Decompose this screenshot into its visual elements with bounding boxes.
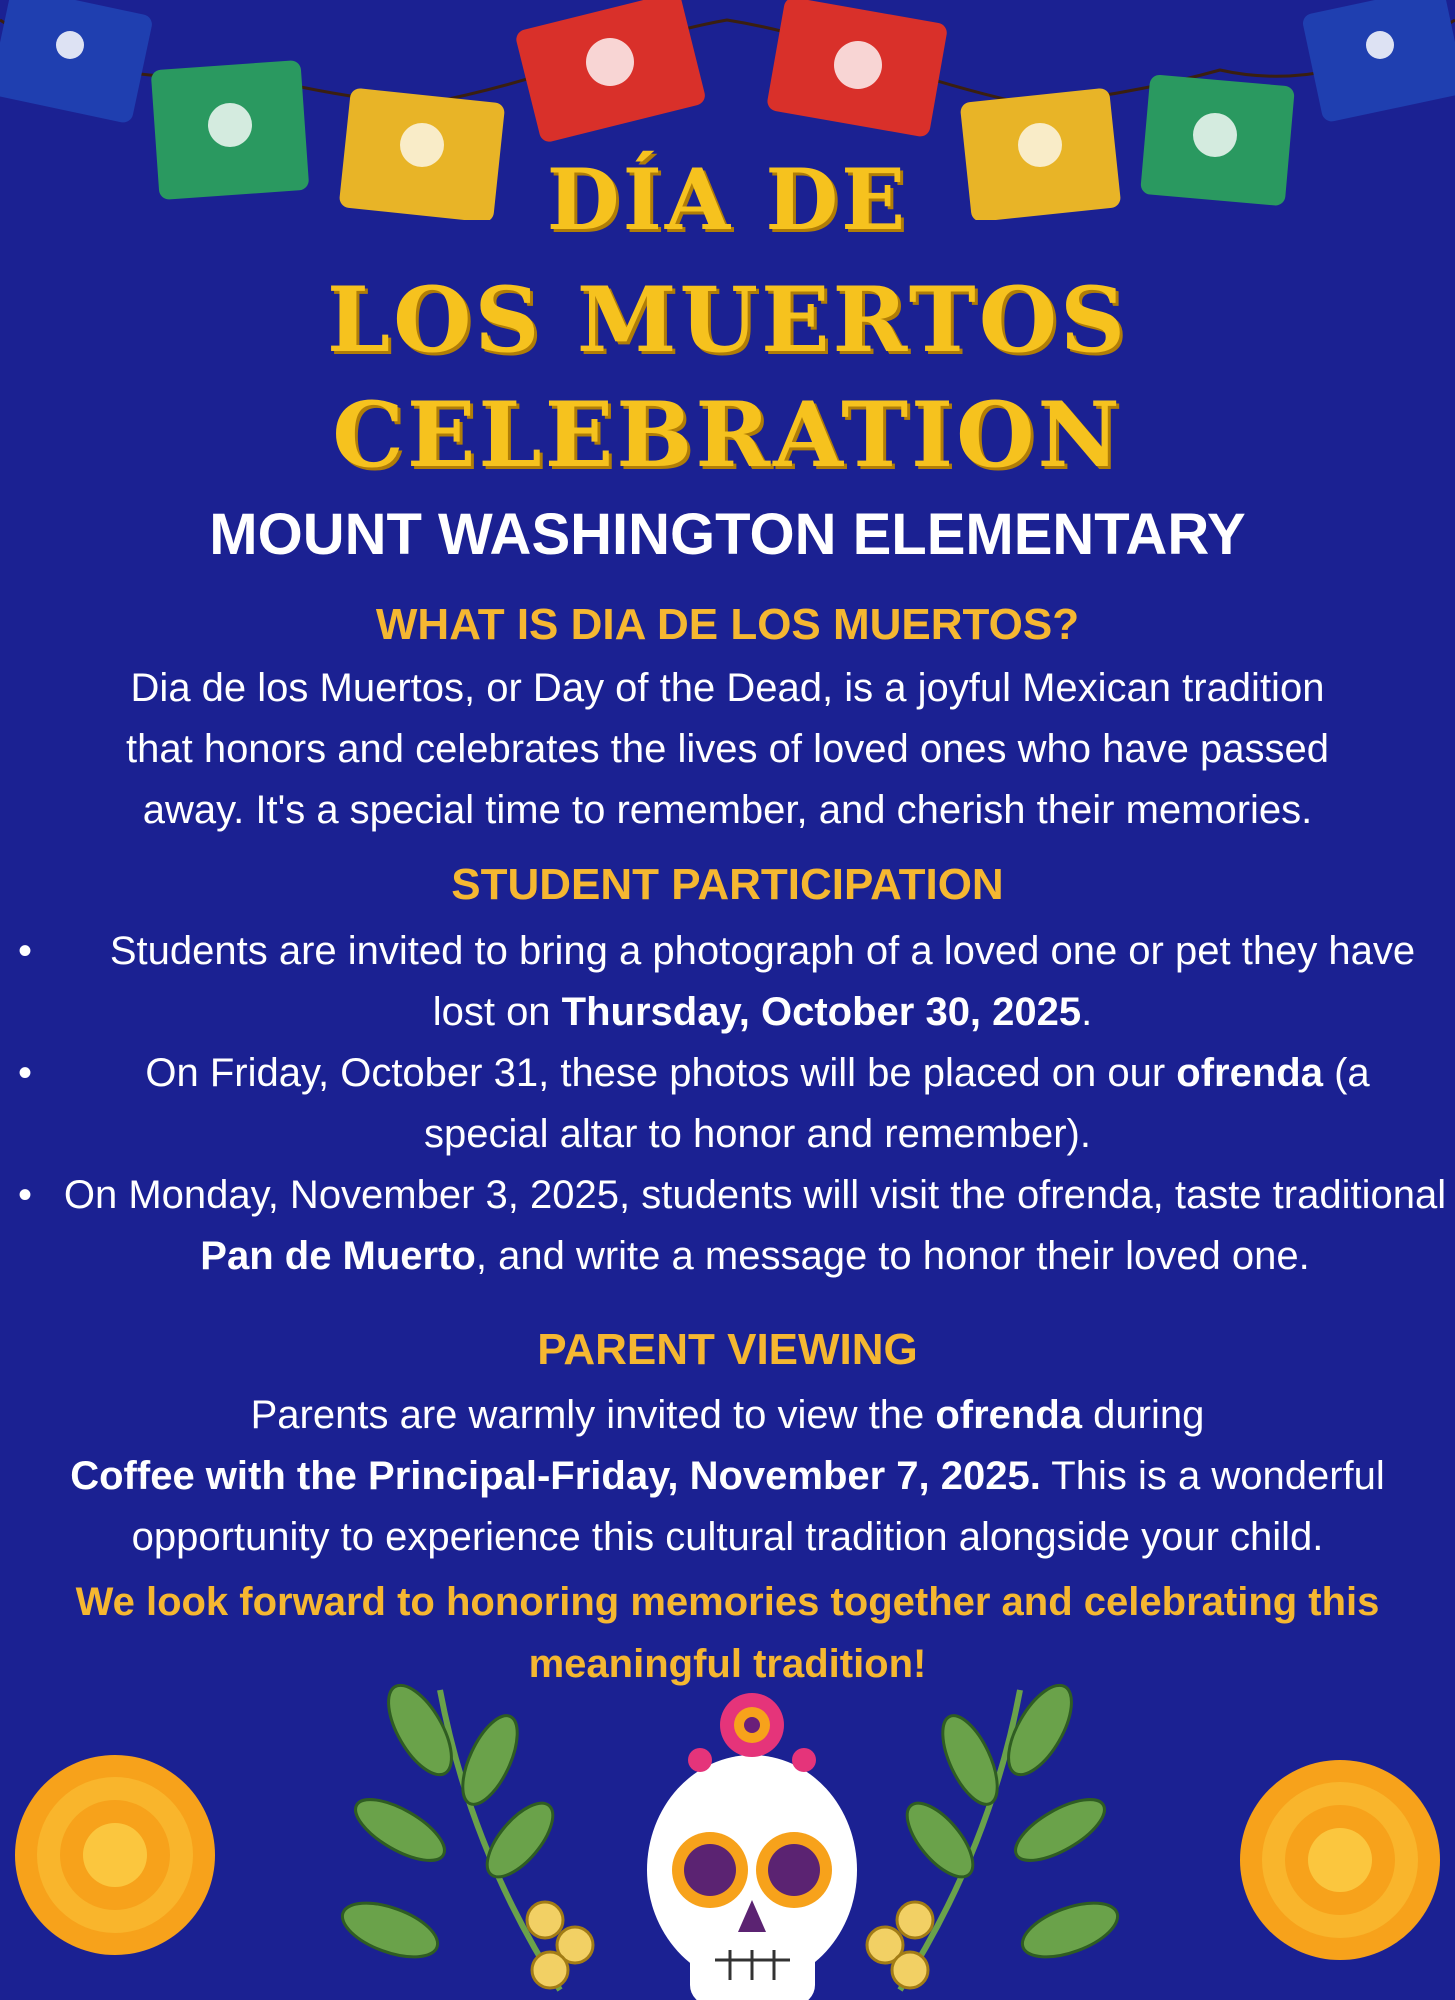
flag-blue-right <box>1301 0 1455 123</box>
leaf-branch-right-icon <box>896 1676 1125 1990</box>
bullet-1-date: Thursday, October 30, 2025 <box>561 990 1082 1034</box>
what-is-line-2: that honors and celebrates the lives of loved ones who have passed <box>125 727 1329 771</box>
what-is-line-1: Dia de los Muertos, or Day of the Dead, is a joyful Mexican tradition <box>130 666 1325 710</box>
bullet-2-end: (a special altar to honor and remember). <box>424 1051 1370 1156</box>
participation-list <box>0 921 1455 1287</box>
title-line-3: CELEBRATION <box>332 382 1123 488</box>
parent-line-3: opportunity to experience this cultural tradition alongside your child. <box>131 1515 1324 1559</box>
sugar-skull-icon <box>647 1693 857 2000</box>
bullet-icon: • <box>18 1173 33 1217</box>
what-is-heading: WHAT IS DIA DE LOS MUERTOS? <box>375 600 1080 649</box>
marigold-right-icon <box>1240 1760 1440 1960</box>
participation-heading: STUDENT PARTICIPATION <box>451 860 1004 909</box>
parent-line-1 <box>0 1385 1455 1446</box>
bottom-decorations <box>0 1670 1455 2000</box>
parent-line-1-text: Parents are warmly invited to view the <box>250 1393 936 1437</box>
closing-line-1: We look forward to honoring memories together and celebrating this <box>75 1580 1380 1624</box>
title-line-1: DÍA DE <box>546 150 909 249</box>
list-item <box>0 1043 1455 1165</box>
marigold-left-icon <box>15 1755 215 1955</box>
parent-line-1-ofrenda: ofrenda <box>935 1393 1083 1437</box>
leaf-branch-left-icon <box>335 1676 564 1990</box>
bullet-3-text: On Monday, November 3, 2025, students will visit the ofrenda, taste traditional <box>63 1173 1447 1217</box>
bullet-3-end: , and write a message to honor their loved one. <box>475 1234 1310 1278</box>
parent-line-2 <box>0 1446 1455 1507</box>
parent-line-2-end: This is a wonderful <box>1040 1454 1385 1498</box>
bullet-1-end: . <box>1081 990 1093 1034</box>
flag-red-right <box>766 0 948 138</box>
closing-line-2: meaningful tradition! <box>528 1642 927 1686</box>
bullet-2-text: On Friday, October 31, these photos will be placed on our <box>145 1051 1177 1095</box>
flag-blue-left <box>0 0 154 124</box>
bullet-1-text: Students are invited to bring a photograph of a loved one or pet they have lost on <box>109 929 1416 1034</box>
bullet-icon: • <box>18 929 33 973</box>
list-item <box>0 921 1455 1043</box>
list-item <box>0 1165 1455 1287</box>
flag-red-left <box>514 0 707 144</box>
bullet-2-ofrenda: ofrenda <box>1176 1051 1323 1095</box>
bullet-3-pan: Pan de Muerto <box>200 1234 476 1278</box>
parent-line-1-end: during <box>1082 1393 1205 1437</box>
parent-event-date: Coffee with the Principal-Friday, November 7, 2025. <box>70 1454 1041 1498</box>
parent-heading: PARENT VIEWING <box>537 1325 918 1374</box>
title-line-2: LOS MUERTOS <box>326 267 1129 373</box>
what-is-line-3: away. It's a special time to remember, and cherish their memories. <box>142 788 1313 832</box>
bullet-icon: • <box>18 1051 33 1095</box>
school-name: MOUNT WASHINGTON ELEMENTARY <box>209 502 1246 567</box>
